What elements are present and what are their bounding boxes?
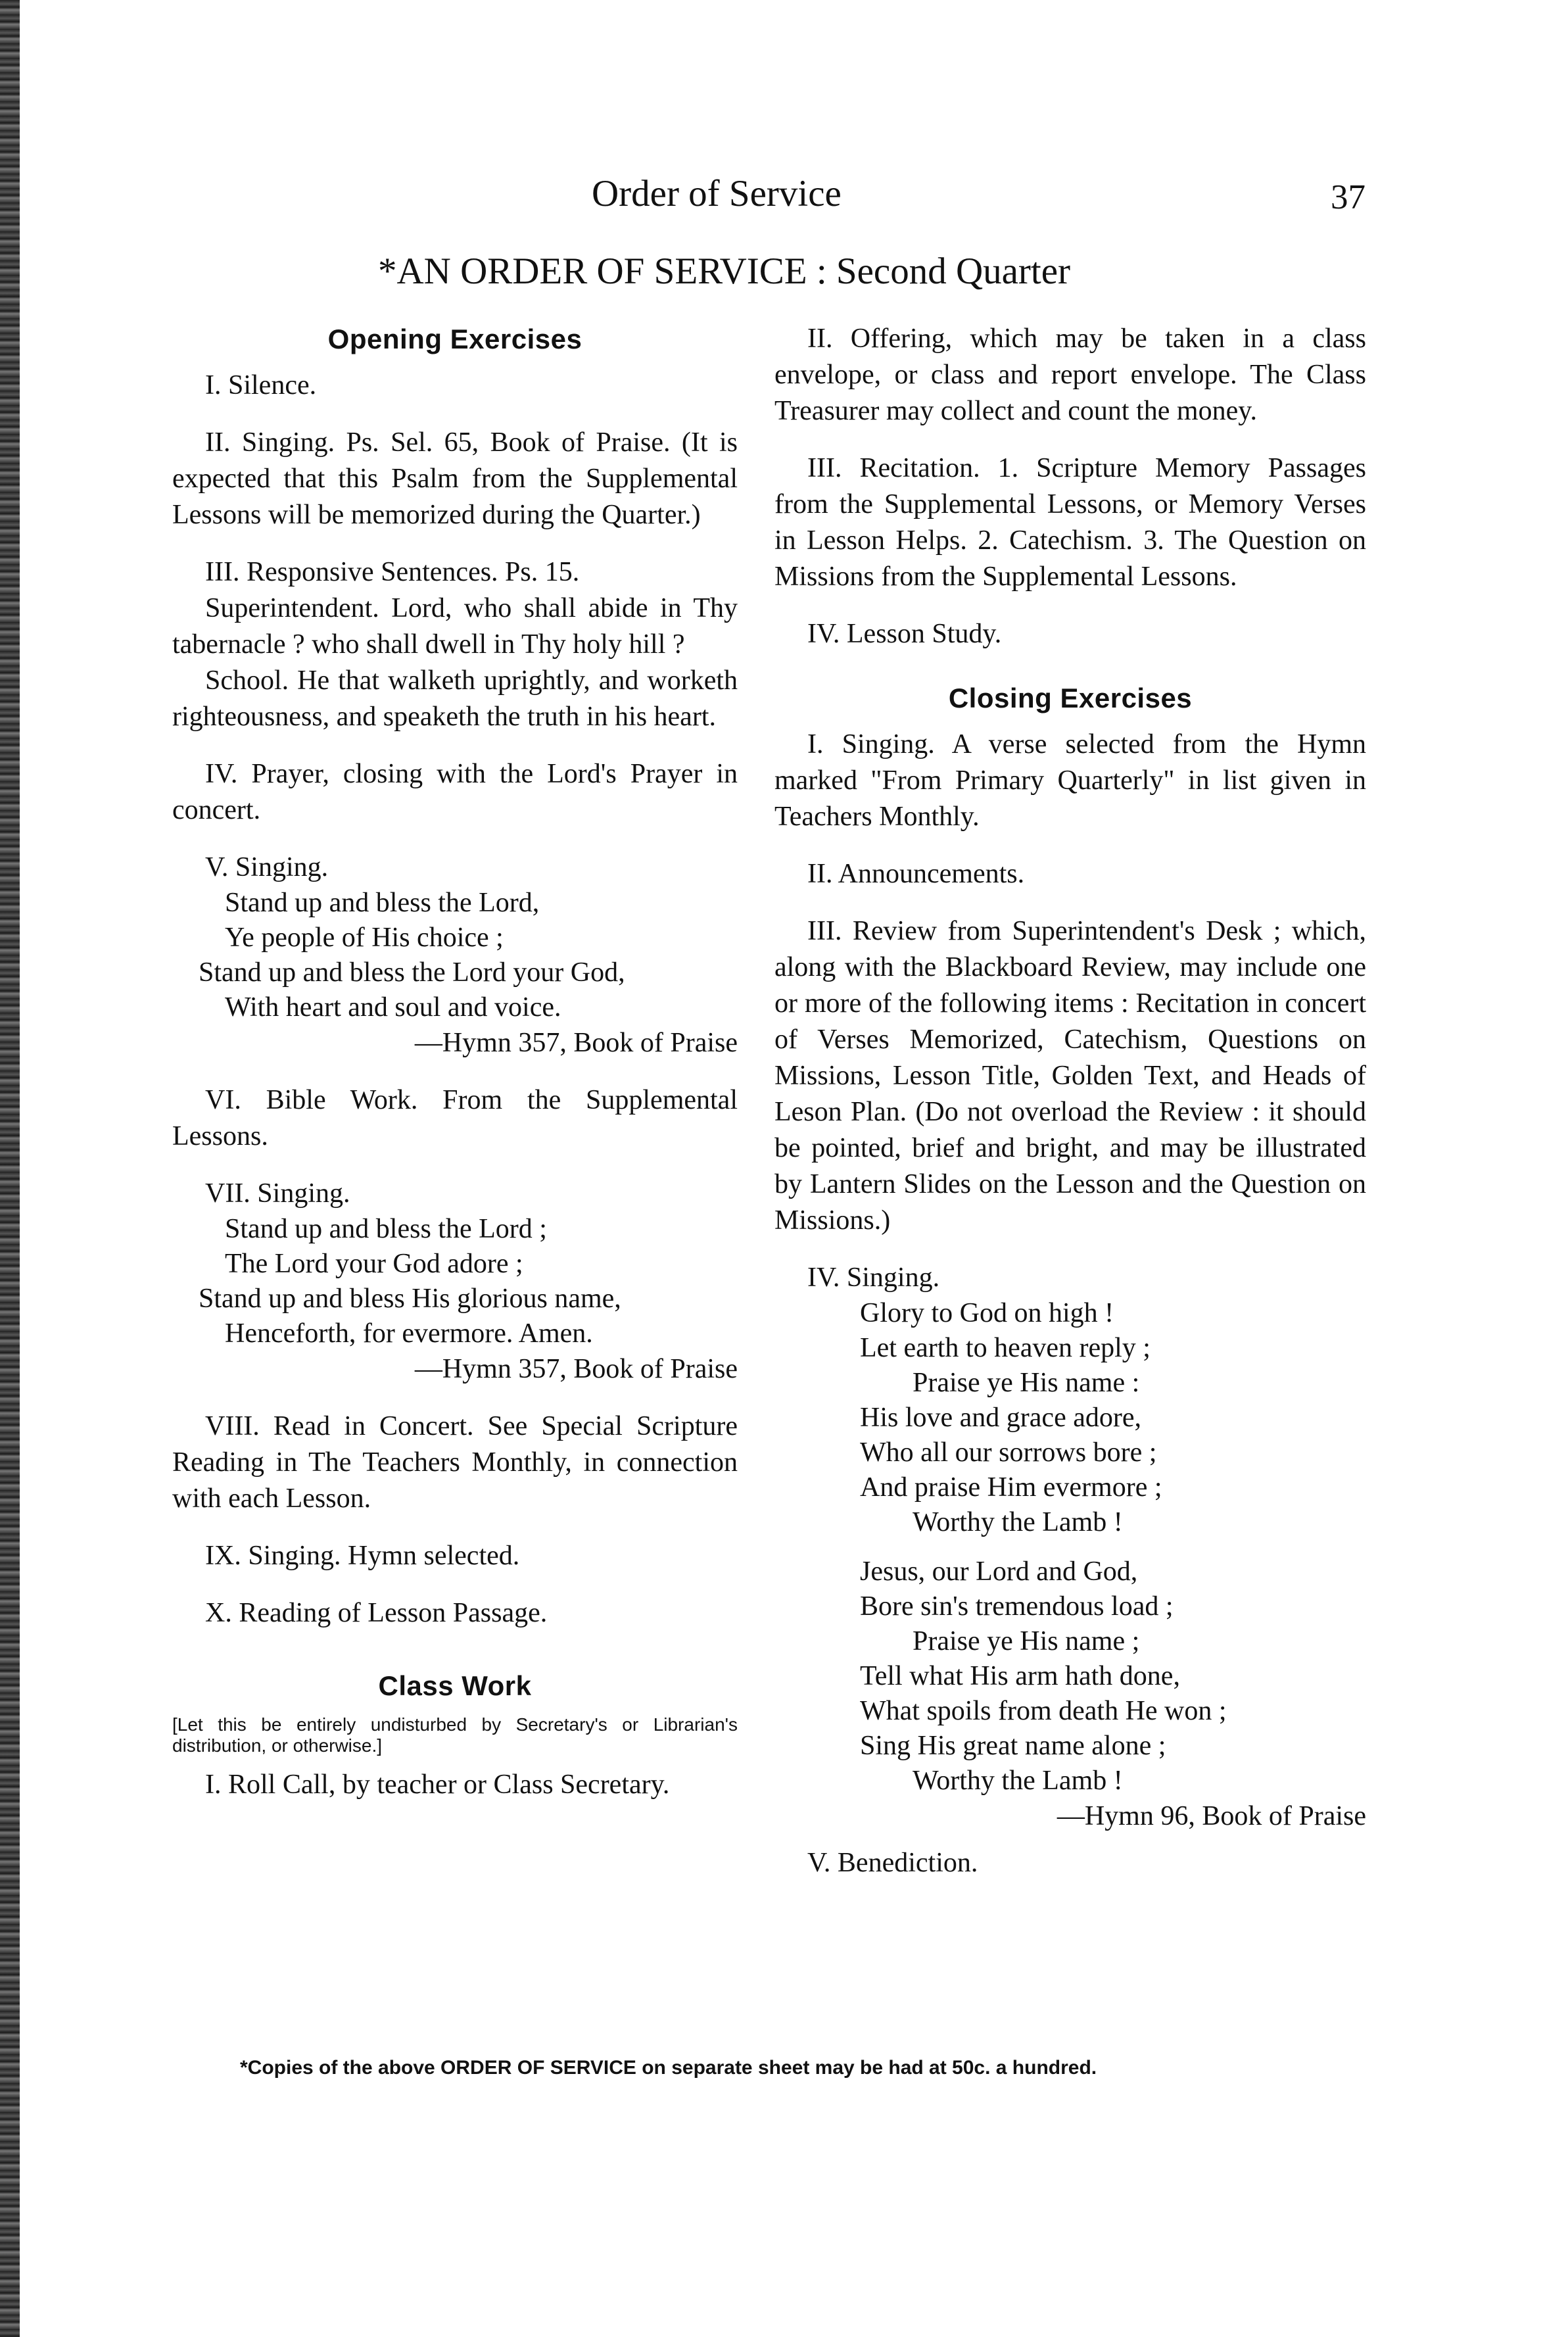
verse-line: Stand up and bless the Lord, <box>225 888 540 918</box>
hymn-stanza-1 <box>860 1296 1366 1540</box>
verse-line: What spoils from death He won ; <box>860 1696 1227 1726</box>
right-column <box>774 321 1366 1881</box>
verse-line: And praise Him evermore ; <box>860 1472 1162 1503</box>
verse-line: Bore sin's tremendous load ; <box>860 1591 1174 1622</box>
item-silence: I. Silence. <box>205 370 317 400</box>
school-line: School. He that walketh uprightly, and worketh righteousness, and speaketh the truth in his heart. <box>172 665 738 732</box>
verse-line: Stand up and bless His glorious name, <box>199 1284 621 1314</box>
item-announcements: II. Announcements. <box>807 859 1025 889</box>
verse-line: Sing His great name alone ; <box>860 1731 1166 1761</box>
item-recitation: III. Recitation. 1. Scripture Memory Passages from the Supplemental Lessons, or Memory Verses in Lesson Helps. 2. Catechism. 3. The Question on Missions from the Supplemental Lessons. <box>774 453 1366 592</box>
page-number: 37 <box>1331 178 1366 216</box>
hymn-verse-v <box>199 886 738 1025</box>
verse-line: Tell what His arm hath done, <box>860 1661 1180 1691</box>
item-read-in-concert: VIII. Read in Concert. See Special Scripture Reading in The Teachers Monthly, in connection with each Lesson. <box>172 1411 738 1514</box>
verse-line: His love and grace adore, <box>860 1403 1141 1433</box>
item-singing-psalm: II. Singing. Ps. Sel. 65, Book of Praise. (It is expected that this Psalm from the Supplemental Lessons will be memorized during the Quarter.) <box>172 427 738 530</box>
item-responsive-sentences: III. Responsive Sentences. Ps. 15. <box>205 557 580 587</box>
verse-line: Glory to God on high ! <box>860 1298 1114 1328</box>
item-singing-ix: IX. Singing. Hymn selected. <box>205 1541 520 1571</box>
item-bible-work: VI. Bible Work. From the Supplemental Lessons. <box>172 1085 738 1151</box>
item-singing-vii: VII. Singing. <box>205 1178 350 1209</box>
verse-line: The Lord your God adore ; <box>225 1249 523 1279</box>
verse-line: Let earth to heaven reply ; <box>860 1333 1151 1363</box>
item-roll-call: I. Roll Call, by teacher or Class Secretary. <box>205 1770 670 1800</box>
hymn-stanza-2 <box>860 1554 1366 1798</box>
verse-line: Ye people of His choice ; <box>225 923 504 953</box>
item-lesson-study: IV. Lesson Study. <box>807 619 1002 649</box>
verse-line: Praise ye His name ; <box>913 1626 1140 1656</box>
item-benediction: V. Benediction. <box>807 1848 978 1878</box>
verse-line: Henceforth, for evermore. Amen. <box>225 1318 593 1349</box>
item-reading-lesson: X. Reading of Lesson Passage. <box>205 1598 548 1628</box>
verse-line: Worthy the Lamb ! <box>913 1507 1123 1537</box>
item-prayer: IV. Prayer, closing with the Lord's Prayer in concert. <box>172 759 738 825</box>
verse-line: Who all our sorrows bore ; <box>860 1437 1157 1468</box>
item-closing-singing: I. Singing. A verse selected from the Hymn marked "From Primary Quarterly" in list given in Teachers Monthly. <box>774 729 1366 832</box>
class-work-note: [Let this be entirely undisturbed by Secretary's or Librarian's distribution, or otherwise.] <box>172 1714 738 1756</box>
verse-line: With heart and soul and voice. <box>225 992 561 1023</box>
item-offering: II. Offering, which may be taken in a class envelope, or class and report envelope. The Class Treasurer may collect and count the money. <box>774 324 1366 426</box>
opening-exercises-heading: Opening Exercises <box>327 324 582 354</box>
verse-line: Stand up and bless the Lord ; <box>225 1214 547 1244</box>
item-review: III. Review from Superintendent's Desk ; which, along with the Blackboard Review, may include one or more of the following items : Recitation in concert of Verses Memorized, Catechism, Questions on Missions, Lesson Title, Golden Text, and Heads of Leson Plan. (Do not overload the Review : it should be pointed, brief and bright, and may be illustrated by Lantern Slides on the Lesson and the Question on Missions.) <box>774 916 1366 1236</box>
verse-line: Worthy the Lamb ! <box>913 1766 1123 1796</box>
item-singing-v: V. Singing. <box>205 852 329 882</box>
class-work-heading: Class Work <box>378 1670 532 1701</box>
left-column <box>172 321 738 1803</box>
hymn-verse-vii <box>199 1212 738 1351</box>
verse-line: Praise ye His name : <box>913 1368 1140 1398</box>
verse-line: Jesus, our Lord and God, <box>860 1556 1138 1587</box>
footnote: *Copies of the above ORDER OF SERVICE on separate sheet may be had at 50c. a hundred. <box>240 2057 1097 2079</box>
item-singing-iv: IV. Singing. <box>807 1263 940 1293</box>
hymn-attribution: —Hymn 357, Book of Praise <box>414 1028 738 1058</box>
page-binding-edge <box>0 0 20 2337</box>
running-head: Order of Service <box>592 173 842 214</box>
superintendent-line: Superintendent. Lord, who shall abide in Thy tabernacle ? who shall dwell in Thy holy hill ? <box>172 593 738 660</box>
hymn-attribution: —Hymn 357, Book of Praise <box>414 1354 738 1384</box>
closing-exercises-heading: Closing Exercises <box>948 683 1193 713</box>
hymn-attribution: —Hymn 96, Book of Praise <box>1057 1801 1366 1831</box>
page-title: *AN ORDER OF SERVICE : Second Quarter <box>378 251 1071 292</box>
verse-line: Stand up and bless the Lord your God, <box>199 957 625 988</box>
